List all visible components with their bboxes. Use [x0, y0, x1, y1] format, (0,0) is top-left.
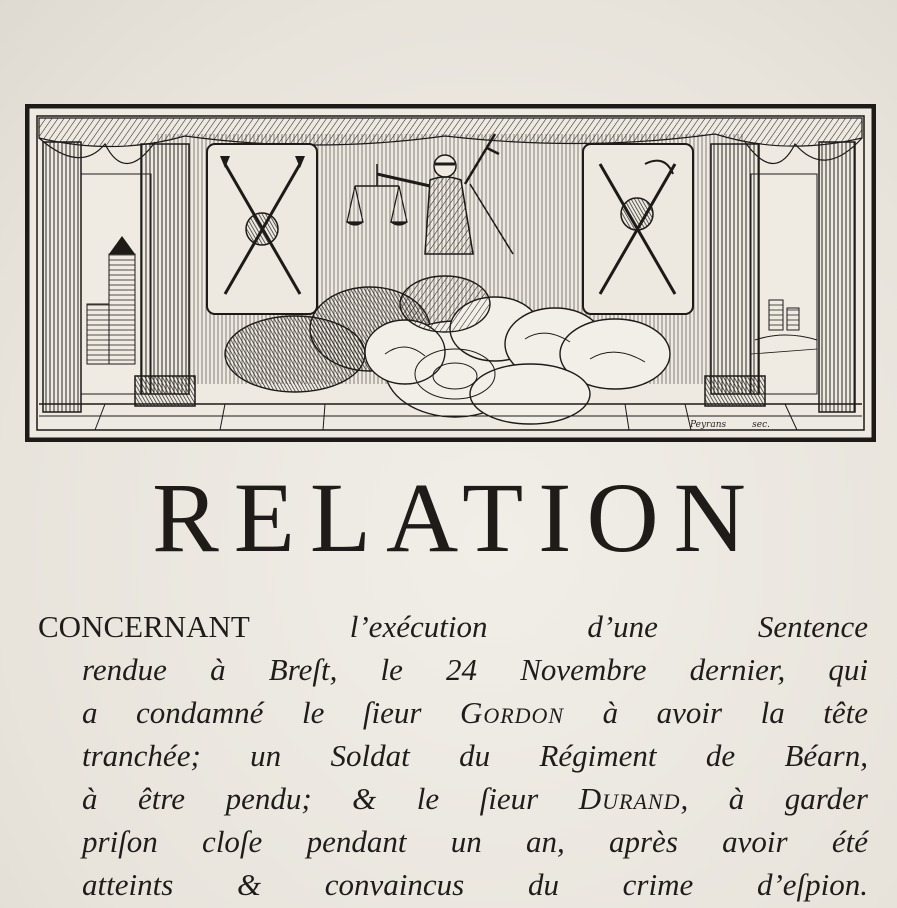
body-line-rest: l’exécution d’une Sentence	[249, 609, 868, 644]
body-line-lead: CONCERNANT	[38, 609, 250, 644]
body-line	[38, 605, 868, 648]
signature-fecit: sec.	[752, 420, 771, 430]
body-line-rest: à avoir la tête	[564, 695, 869, 730]
body-line	[38, 777, 868, 820]
woodcut-illustration	[25, 104, 876, 442]
document-title: RELATION	[152, 462, 761, 573]
body-line	[38, 863, 868, 906]
body-line-rest: , à garder	[680, 781, 868, 816]
signature-name: Peyrans	[690, 420, 727, 430]
body-line-text: a condamné le ſieur	[82, 695, 460, 730]
document-body	[38, 605, 868, 906]
name-gordon: Gordon	[459, 695, 565, 730]
engraver-signature	[690, 420, 770, 430]
body-line-text: à être pendu; & le ſieur	[82, 781, 579, 816]
body-line	[38, 691, 868, 734]
body-line	[38, 648, 868, 691]
body-line-text: priſon cloſe pendant un an, après avoir été	[82, 824, 868, 859]
body-line-text: atteints & convaincus du crime d’eſpion.	[82, 867, 868, 902]
body-line-text: rendue à Breſt, le 24 Novembre dernier, qui	[82, 652, 868, 687]
body-line-text: tranchée; un Soldat du Régiment de Béarn,	[82, 738, 868, 773]
body-line	[38, 734, 868, 777]
body-line	[38, 820, 868, 863]
name-durand: Durand	[578, 781, 681, 816]
